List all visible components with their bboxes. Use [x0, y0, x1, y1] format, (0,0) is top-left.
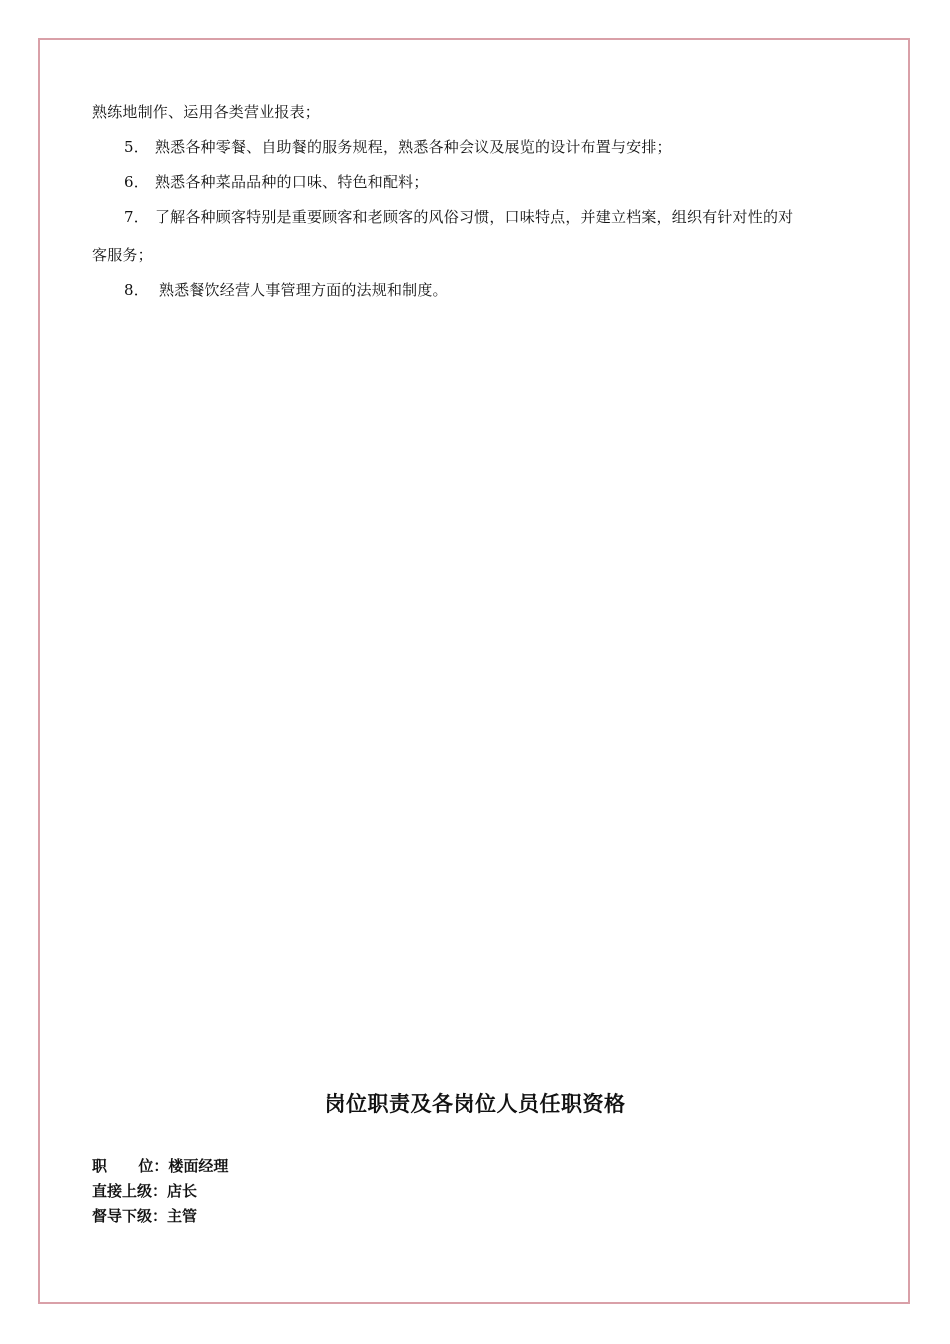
- list-text: 了解各种顾客特别是重要顾客和老顾客的风俗习惯，口味特点，并建立档案，组织有针对性的对: [154, 208, 794, 226]
- list-number: 5．: [124, 138, 149, 156]
- list-number: 6．: [124, 173, 149, 191]
- list-item-6: [124, 172, 429, 192]
- field-subordinate: 督导下级：主管: [92, 1207, 198, 1225]
- field-position: 职 位：楼面经理: [92, 1157, 229, 1175]
- list-number: 8．: [124, 281, 149, 299]
- text-line-continuation: 熟练地制作、运用各类营业报表；: [92, 103, 321, 121]
- list-text: 熟悉各种菜品品种的口味、特色和配料；: [154, 173, 429, 191]
- field-superior: 直接上级：店长: [92, 1182, 198, 1200]
- section-title: 岗位职责及各岗位人员任职资格: [324, 1091, 626, 1116]
- list-item-5: [124, 137, 672, 157]
- list-number: 7．: [124, 208, 149, 226]
- list-text: 熟悉餐饮经营人事管理方面的法规和制度。: [158, 281, 448, 299]
- list-item-8: [124, 280, 448, 300]
- list-item-7-continuation: 客服务；: [92, 246, 153, 264]
- list-text: 熟悉各种零餐、自助餐的服务规程，熟悉各种会议及展览的设计布置与安排；: [154, 138, 672, 156]
- list-item-7: [124, 207, 793, 227]
